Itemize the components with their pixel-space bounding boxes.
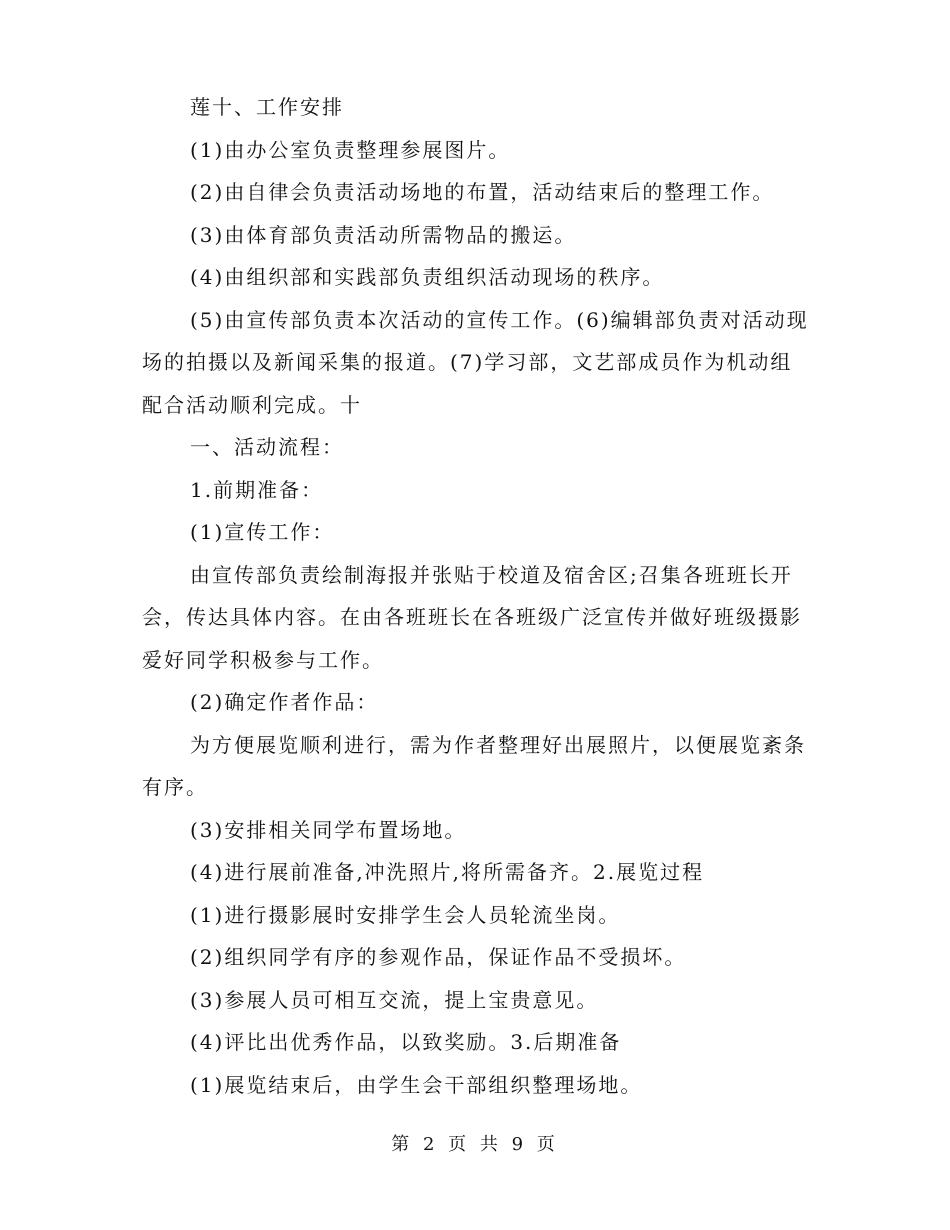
paragraph: (1)由办公室负责整理参展图片。 bbox=[190, 137, 511, 162]
paragraph: (4)进行展前准备,冲洗照片,将所需备齐。2.展览过程 bbox=[190, 860, 705, 884]
section-heading: 一、活动流程： bbox=[190, 435, 344, 459]
paragraph: (3)参展人员可相互交流，提上宝贵意见。 bbox=[190, 987, 599, 1012]
paragraph: (5)由宣传部负责本次活动的宣传工作。(6)编辑部负责对活动现场的拍摄以及新闻采集的报道。(7)学习部，文艺部成员作为机动组配合活动顺利完成。十 bbox=[142, 307, 809, 417]
paragraph: (2)确定作者作品： bbox=[190, 690, 379, 714]
paragraph: (1)展览结束后，由学生会干部组织整理场地。 bbox=[190, 1072, 643, 1097]
paragraph: (3)安排相关同学布置场地。 bbox=[190, 817, 467, 842]
paragraph: 为方便展览顺利进行，需为作者整理好出展照片，以便展览紊条有序。 bbox=[142, 732, 806, 799]
paragraph: (1)宣传工作： bbox=[190, 520, 335, 544]
paragraph: (4)评比出优秀作品，以致奖励。3.后期准备 bbox=[190, 1030, 622, 1054]
page-number-footer: 第 2 页 共 9 页 bbox=[391, 1134, 559, 1155]
paragraph: (2)由自律会负责活动场地的布置，活动结束后的整理工作。 bbox=[190, 180, 775, 204]
paragraph: (1)进行摄影展时安排学生会人员轮流坐岗。 bbox=[190, 902, 621, 927]
section-heading: 莲十、工作安排 bbox=[190, 95, 344, 119]
paragraph: 由宣传部负责绘制海报并张贴于校道及宿舍区;召集各班班长开会，传达具体内容。在由各班班长在各班级广泛宣传并做好班级摄影爱好同学积极参与工作。 bbox=[142, 562, 802, 672]
paragraph: (2)组织同学有序的参观作品，保证作品不受损坏。 bbox=[190, 945, 687, 969]
paragraph: (4)由组织部和实践部负责组织活动现场的秩序。 bbox=[190, 265, 665, 289]
subsection-heading: 1.前期准备： bbox=[190, 477, 324, 502]
document-body bbox=[142, 86, 814, 1106]
paragraph: (3)由体育部负责活动所需物品的搬运。 bbox=[190, 222, 577, 247]
